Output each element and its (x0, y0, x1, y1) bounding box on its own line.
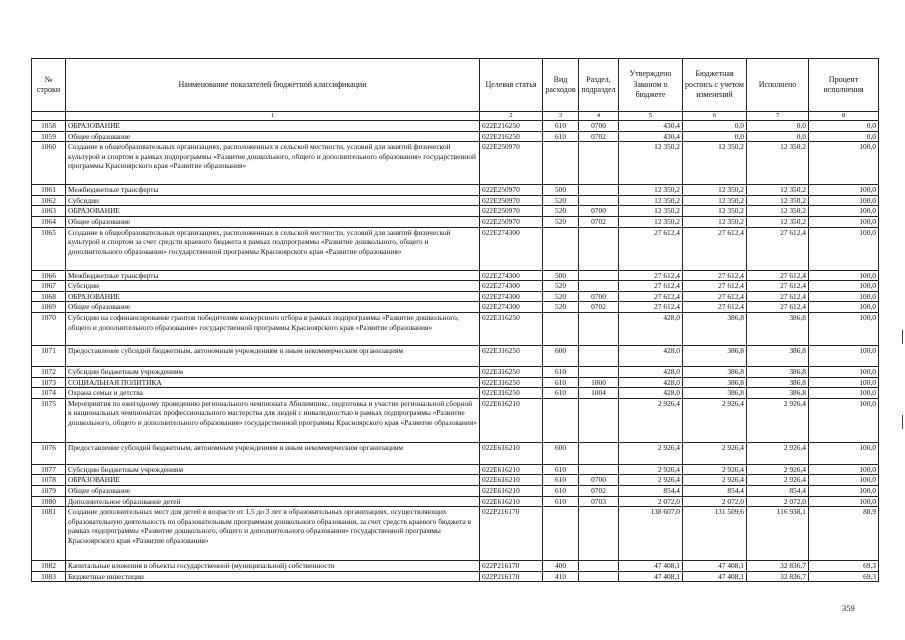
row-budget-list: 12 350,2 (683, 142, 747, 185)
row-target: 022E616210 (480, 398, 543, 442)
row-budget-list: 0,0 (683, 121, 747, 132)
row-executed: 27 612,4 (747, 270, 809, 281)
row-name: Общее образование (66, 485, 480, 496)
row-budget-list: 12 350,2 (683, 216, 747, 227)
row-name: Предоставление субсидий бюджетным, автономным учреждениям и иным некоммерческим организациям (66, 345, 480, 366)
row-expense-type: 500 (543, 270, 579, 281)
row-executed: 386,8 (747, 345, 809, 366)
row-section (579, 507, 619, 561)
row-number: 1063 (32, 206, 66, 217)
row-name: Дополнительное образование детей (66, 496, 480, 507)
row-executed: 854,4 (747, 485, 809, 496)
row-name: Капитальные вложения в объекты государственной (муниципальной) собственности (66, 561, 480, 572)
row-section: 0702 (579, 485, 619, 496)
row-section (579, 281, 619, 292)
row-percent: 100,0 (809, 206, 879, 217)
row-budget-list: 27 612,4 (683, 291, 747, 302)
row-name: ОБРАЗОВАНИЕ (66, 291, 480, 302)
row-target: 022E316250 (480, 366, 543, 377)
row-section: 1004 (579, 388, 619, 399)
page-number: 359 (842, 603, 855, 613)
table-row (32, 475, 879, 486)
header-budget-list: Бюджетная роспись с учетом изменений (683, 59, 747, 112)
row-target: 022E274300 (480, 302, 543, 313)
row-number: 1061 (32, 185, 66, 196)
row-executed: 116 938,1 (747, 507, 809, 561)
row-percent: 100,0 (809, 195, 879, 206)
table-row (32, 281, 879, 292)
row-approved: 27 612,4 (619, 227, 683, 270)
row-name: ОБРАЗОВАНИЕ (66, 121, 480, 132)
row-approved: 27 612,4 (619, 270, 683, 281)
row-percent: 0,0 (809, 121, 879, 132)
table-row (32, 121, 879, 132)
row-budget-list: 0,0 (683, 131, 747, 142)
row-expense-type: 520 (543, 195, 579, 206)
row-expense-type: 610 (543, 464, 579, 475)
header-approved: Утверждено Законом о бюджете (619, 59, 683, 112)
row-target: 022E616210 (480, 442, 543, 464)
row-target: 022E216250 (480, 121, 543, 132)
row-percent: 100,0 (809, 281, 879, 292)
row-expense-type: 610 (543, 388, 579, 399)
row-expense-type: 520 (543, 302, 579, 313)
row-expense-type (543, 142, 579, 185)
row-budget-list: 386,8 (683, 377, 747, 388)
table-row (32, 398, 879, 442)
row-target: 022E616210 (480, 496, 543, 507)
row-percent: 100,0 (809, 302, 879, 313)
row-target: 022P216170 (480, 561, 543, 572)
row-target: 022E616210 (480, 485, 543, 496)
table-row (32, 185, 879, 196)
row-executed: 2 926,4 (747, 464, 809, 475)
row-target: 022E316250 (480, 377, 543, 388)
row-number: 1071 (32, 345, 66, 366)
row-target: 022E216250 (480, 131, 543, 142)
table-row (32, 496, 879, 507)
table-row (32, 442, 879, 464)
row-target: 022E274300 (480, 270, 543, 281)
row-budget-list: 12 350,2 (683, 185, 747, 196)
table-row (32, 302, 879, 313)
table-row (32, 485, 879, 496)
row-target: 022E274300 (480, 291, 543, 302)
table-row (32, 131, 879, 142)
row-approved: 428,0 (619, 345, 683, 366)
row-expense-type: 610 (543, 475, 579, 486)
row-target: 022E250970 (480, 142, 543, 185)
row-section: 0700 (579, 121, 619, 132)
row-section (579, 571, 619, 582)
row-budget-list: 12 350,2 (683, 206, 747, 217)
column-number: 5 (619, 112, 683, 121)
row-approved: 47 408,1 (619, 561, 683, 572)
row-expense-type: 520 (543, 281, 579, 292)
table-row (32, 388, 879, 399)
header-target: Целевая статья (480, 59, 543, 112)
row-approved: 854,4 (619, 485, 683, 496)
row-section (579, 185, 619, 196)
header-row-no: № строки (32, 59, 66, 112)
row-expense-type: 400 (543, 561, 579, 572)
header-expense-type: Вид расходов (543, 59, 579, 112)
scan-edge-mark (902, 330, 903, 344)
row-approved: 428,0 (619, 377, 683, 388)
row-executed: 27 612,4 (747, 291, 809, 302)
row-expense-type (543, 227, 579, 270)
row-approved: 430,4 (619, 121, 683, 132)
row-executed: 32 836,7 (747, 561, 809, 572)
row-number: 1067 (32, 281, 66, 292)
row-name: Общее образование (66, 302, 480, 313)
row-number: 1073 (32, 377, 66, 388)
row-section: 1000 (579, 377, 619, 388)
row-number: 1077 (32, 464, 66, 475)
row-expense-type: 610 (543, 496, 579, 507)
row-executed: 386,8 (747, 312, 809, 345)
table-row (32, 227, 879, 270)
row-approved: 12 350,2 (619, 206, 683, 217)
row-number: 1065 (32, 227, 66, 270)
row-name: Создание в общеобразовательных организациях, расположенных в сельской местности, условий для занятий физической культурой и спортом за счет средств краевого бюджета в рамках подпрограммы «Развитие дошкольного, общего и дополнительного образования» государственной программы Красноярского края «Развитие образования» (66, 227, 480, 270)
row-section: 0700 (579, 475, 619, 486)
row-approved: 12 350,2 (619, 142, 683, 185)
row-percent: 0,0 (809, 131, 879, 142)
row-budget-list: 47 408,1 (683, 571, 747, 582)
row-approved: 27 612,4 (619, 291, 683, 302)
table-row (32, 312, 879, 345)
row-number: 1066 (32, 270, 66, 281)
row-section: 0700 (579, 206, 619, 217)
row-approved: 2 926,4 (619, 398, 683, 442)
row-section (579, 227, 619, 270)
row-target: 022E250970 (480, 195, 543, 206)
row-number: 1082 (32, 561, 66, 572)
row-section (579, 270, 619, 281)
table-row (32, 464, 879, 475)
row-expense-type: 520 (543, 206, 579, 217)
row-number: 1070 (32, 312, 66, 345)
row-name: ОБРАЗОВАНИЕ (66, 475, 480, 486)
row-executed: 12 350,2 (747, 185, 809, 196)
row-name: Межбюджетные трансферты (66, 270, 480, 281)
row-executed: 2 926,4 (747, 475, 809, 486)
row-target: 022E274300 (480, 227, 543, 270)
row-executed: 0,0 (747, 121, 809, 132)
row-percent: 100,0 (809, 270, 879, 281)
row-executed: 386,8 (747, 377, 809, 388)
row-expense-type (543, 507, 579, 561)
table-row (32, 195, 879, 206)
row-approved: 27 612,4 (619, 281, 683, 292)
row-budget-list: 386,8 (683, 388, 747, 399)
row-number: 1076 (32, 442, 66, 464)
row-expense-type: 600 (543, 442, 579, 464)
row-executed: 12 350,2 (747, 195, 809, 206)
row-budget-list: 27 612,4 (683, 227, 747, 270)
row-name: Мероприятия по ежегодному проведению регионального чемпионата Абилимпикс, подготовка и участие региональной сборной в национальных чемпионатах профессионального мастерства для людей с инвалидностью в рамках подпрограммы «Развитие дошкольного, общего и дополнительного образования» государственной программы Красноярского края «Развитие образования» (66, 398, 480, 442)
row-budget-list: 2 926,4 (683, 475, 747, 486)
row-budget-list: 386,8 (683, 366, 747, 377)
row-section (579, 561, 619, 572)
row-percent: 100,0 (809, 345, 879, 366)
row-section (579, 366, 619, 377)
row-expense-type: 520 (543, 216, 579, 227)
row-section: 0702 (579, 216, 619, 227)
row-name: Создание в общеобразовательных организациях, расположенных в сельской местности, условий для занятий физической культурой и спортом в рамках подпрограммы «Развитие дошкольного, общего и дополнительного образования» государственной программы Красноярского края «Развитие образования» (66, 142, 480, 185)
row-target: 022E616210 (480, 464, 543, 475)
table-row (32, 216, 879, 227)
row-approved: 47 408,1 (619, 571, 683, 582)
row-number: 1069 (32, 302, 66, 313)
row-percent: 100,0 (809, 227, 879, 270)
row-budget-list: 131 509,6 (683, 507, 747, 561)
row-budget-list: 2 072,0 (683, 496, 747, 507)
row-name: Общее образование (66, 131, 480, 142)
row-budget-list: 2 926,4 (683, 464, 747, 475)
header-row (32, 59, 879, 112)
row-budget-list: 386,8 (683, 312, 747, 345)
row-name: Общее образование (66, 216, 480, 227)
row-executed: 2 926,4 (747, 442, 809, 464)
row-target: 022E250970 (480, 185, 543, 196)
row-section: 0702 (579, 302, 619, 313)
row-approved: 12 350,2 (619, 195, 683, 206)
row-approved: 428,0 (619, 366, 683, 377)
row-budget-list: 27 612,4 (683, 270, 747, 281)
header-name: Наименование показателей бюджетной классификации (66, 59, 480, 112)
row-section (579, 142, 619, 185)
row-executed: 12 350,2 (747, 142, 809, 185)
row-expense-type: 610 (543, 131, 579, 142)
table-row (32, 377, 879, 388)
row-executed: 386,8 (747, 366, 809, 377)
column-number: 8 (809, 112, 879, 121)
row-approved: 12 350,2 (619, 216, 683, 227)
row-target: 022E250970 (480, 206, 543, 217)
table-row (32, 291, 879, 302)
row-percent: 100,0 (809, 485, 879, 496)
row-approved: 12 350,2 (619, 185, 683, 196)
table-row (32, 366, 879, 377)
row-budget-list: 27 612,4 (683, 302, 747, 313)
row-percent: 100,0 (809, 366, 879, 377)
row-section (579, 398, 619, 442)
table-row (32, 561, 879, 572)
table-row (32, 345, 879, 366)
table-row (32, 571, 879, 582)
row-expense-type (543, 312, 579, 345)
row-budget-list: 2 926,4 (683, 398, 747, 442)
row-name: Межбюджетные трансферты (66, 185, 480, 196)
row-percent: 100,0 (809, 496, 879, 507)
column-number: 7 (747, 112, 809, 121)
row-percent: 100,0 (809, 442, 879, 464)
row-approved: 2 072,0 (619, 496, 683, 507)
table-row (32, 142, 879, 185)
row-approved: 428,0 (619, 388, 683, 399)
row-target: 022P216170 (480, 571, 543, 582)
row-percent: 100,0 (809, 398, 879, 442)
row-executed: 32 836,7 (747, 571, 809, 582)
row-section (579, 442, 619, 464)
row-approved: 2 926,4 (619, 442, 683, 464)
row-number: 1075 (32, 398, 66, 442)
row-name: Субсидии (66, 195, 480, 206)
row-executed: 27 612,4 (747, 227, 809, 270)
table-row (32, 507, 879, 561)
row-percent: 100,0 (809, 185, 879, 196)
row-name: СОЦИАЛЬНАЯ ПОЛИТИКА (66, 377, 480, 388)
row-number: 1081 (32, 507, 66, 561)
row-executed: 12 350,2 (747, 216, 809, 227)
row-approved: 430,4 (619, 131, 683, 142)
header-section: Раздел, подраздел (579, 59, 619, 112)
row-budget-list: 47 408,1 (683, 561, 747, 572)
row-percent: 100,0 (809, 464, 879, 475)
row-section (579, 195, 619, 206)
row-number: 1062 (32, 195, 66, 206)
row-executed: 12 350,2 (747, 206, 809, 217)
row-name: Субсидии бюджетным учреждениям (66, 366, 480, 377)
row-expense-type: 500 (543, 185, 579, 196)
column-number (32, 112, 66, 121)
row-number: 1079 (32, 485, 66, 496)
row-executed: 386,8 (747, 388, 809, 399)
row-name: Охрана семьи и детства (66, 388, 480, 399)
row-approved: 138 607,0 (619, 507, 683, 561)
row-percent: 100,0 (809, 142, 879, 185)
row-percent: 88,9 (809, 507, 879, 561)
row-target: 022E316250 (480, 388, 543, 399)
row-number: 1064 (32, 216, 66, 227)
scan-edge-mark (902, 415, 903, 429)
row-target: 022E316250 (480, 345, 543, 366)
row-approved: 2 926,4 (619, 464, 683, 475)
column-number: 4 (579, 112, 619, 121)
row-section: 0702 (579, 131, 619, 142)
row-executed: 27 612,4 (747, 281, 809, 292)
row-section: 0703 (579, 496, 619, 507)
table-row (32, 206, 879, 217)
row-target: 022E250970 (480, 216, 543, 227)
row-percent: 100,0 (809, 377, 879, 388)
row-executed: 0,0 (747, 131, 809, 142)
row-name: ОБРАЗОВАНИЕ (66, 206, 480, 217)
row-executed: 2 926,4 (747, 398, 809, 442)
row-name: Предоставление субсидий бюджетным, автономным учреждениям и иным некоммерческим организациям (66, 442, 480, 464)
header-percent: Процент исполнения (809, 59, 879, 112)
budget-table (31, 58, 879, 582)
column-number: 6 (683, 112, 747, 121)
row-name: Создание дополнительных мест для детей в возрасте от 1,5 до 3 лет в образовательных организациях, осуществляющих образовательную деятельность по образовательным программам дошкольного образования, за счет средств краевого бюджета в рамках подпрограммы «Развитие дошкольного, общего и дополнительного образования» государственной программы Красноярского края «Развитие образования» (66, 507, 480, 561)
row-percent: 100,0 (809, 312, 879, 345)
row-approved: 2 926,4 (619, 475, 683, 486)
column-number: 1 (66, 112, 480, 121)
row-name: Бюджетные инвестиции (66, 571, 480, 582)
row-number: 1080 (32, 496, 66, 507)
row-expense-type: 610 (543, 366, 579, 377)
row-expense-type: 600 (543, 345, 579, 366)
row-name: Субсидии на софинансирование грантов победителям конкурсного отбора в рамках подпрограммы «Развитие дошкольного, общего и дополнительного образования» государственной программы Красноярского края «Развитие образования» (66, 312, 480, 345)
row-section: 0700 (579, 291, 619, 302)
column-number-row (32, 112, 879, 121)
row-expense-type: 610 (543, 485, 579, 496)
row-executed: 27 612,4 (747, 302, 809, 313)
row-number: 1074 (32, 388, 66, 399)
row-expense-type (543, 398, 579, 442)
row-percent: 69,3 (809, 571, 879, 582)
row-executed: 2 072,0 (747, 496, 809, 507)
row-name: Субсидии (66, 281, 480, 292)
row-number: 1058 (32, 121, 66, 132)
row-number: 1068 (32, 291, 66, 302)
row-percent: 100,0 (809, 475, 879, 486)
row-approved: 27 612,4 (619, 302, 683, 313)
row-number: 1060 (32, 142, 66, 185)
row-section (579, 312, 619, 345)
row-percent: 69,3 (809, 561, 879, 572)
column-number: 2 (480, 112, 543, 121)
row-target: 022E274300 (480, 281, 543, 292)
table-row (32, 270, 879, 281)
row-budget-list: 12 350,2 (683, 195, 747, 206)
row-percent: 100,0 (809, 388, 879, 399)
row-percent: 100,0 (809, 216, 879, 227)
row-number: 1083 (32, 571, 66, 582)
row-target: 022E616210 (480, 475, 543, 486)
row-budget-list: 854,4 (683, 485, 747, 496)
row-expense-type: 610 (543, 377, 579, 388)
column-number: 3 (543, 112, 579, 121)
row-section (579, 464, 619, 475)
row-budget-list: 386,8 (683, 345, 747, 366)
row-expense-type: 410 (543, 571, 579, 582)
row-expense-type: 610 (543, 121, 579, 132)
row-target: 022P216170 (480, 507, 543, 561)
row-number: 1059 (32, 131, 66, 142)
row-expense-type: 520 (543, 291, 579, 302)
row-number: 1072 (32, 366, 66, 377)
row-percent: 100,0 (809, 291, 879, 302)
row-budget-list: 27 612,4 (683, 281, 747, 292)
row-approved: 428,0 (619, 312, 683, 345)
row-section (579, 345, 619, 366)
row-budget-list: 2 926,4 (683, 442, 747, 464)
row-number: 1078 (32, 475, 66, 486)
row-target: 022E316250 (480, 312, 543, 345)
header-executed: Исполнено (747, 59, 809, 112)
row-name: Субсидии бюджетным учреждениям (66, 464, 480, 475)
